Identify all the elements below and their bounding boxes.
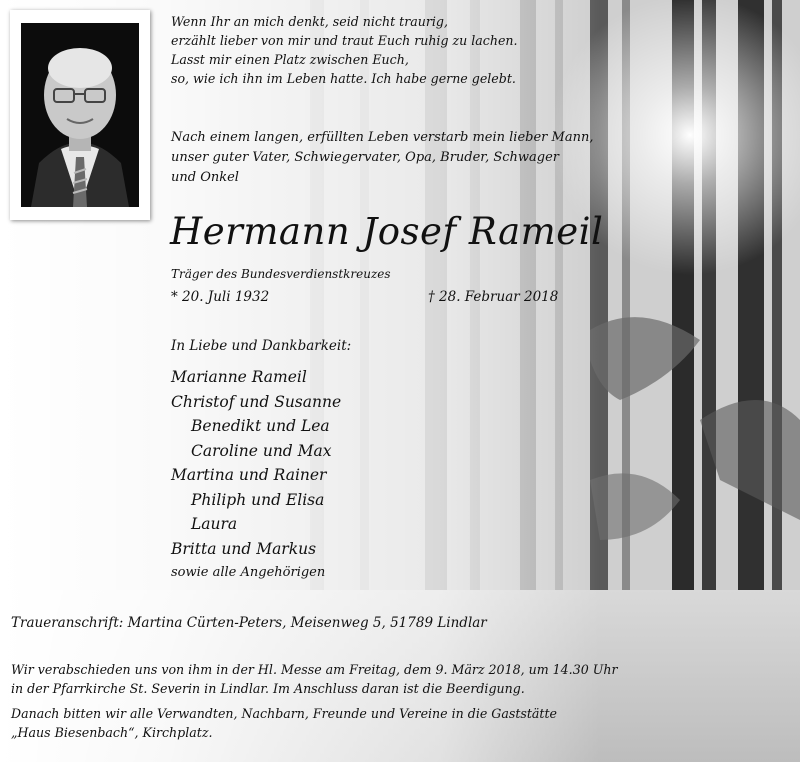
intro-line: unser guter Vater, Schwiegervater, Opa, Bruder, Schwager [171, 150, 560, 165]
mourner-name: Martina und Rainer [171, 466, 327, 484]
portrait-frame [10, 10, 150, 220]
mourner-name: Christof und Susanne [171, 392, 342, 411]
death-date: † 28. Februar 2018 [428, 289, 559, 305]
intro-text [171, 128, 593, 188]
service-details [11, 661, 617, 742]
mourner-name: Marianne Rameil [171, 368, 307, 386]
mourner-name: Britta und Markus [171, 539, 317, 558]
intro-line: und Onkel [171, 170, 239, 185]
mourning-address: Traueranschrift: Martina Cürten-Peters, Meisenweg 5, 51789 Lindlar [11, 615, 487, 631]
poem-line: so, wie ich ihn im Leben hatte. Ich habe gerne gelebt. [171, 71, 516, 86]
intro-line: Nach einem langen, erfüllten Leben verstarb mein lieber Mann, [171, 130, 594, 145]
mourner-name: Benedikt und Lea [191, 417, 330, 435]
mourner-name: Philiph und Elisa [191, 490, 325, 509]
deceased-name: Hermann Josef Rameil [170, 210, 604, 253]
mourners-list [171, 365, 341, 586]
service-line: „Haus Biesenbach“, Kirchplatz. [11, 724, 213, 740]
mourner-name: Caroline und Max [191, 441, 332, 460]
birth-date: * 20. Juli 1932 [171, 289, 270, 305]
poem-line: Wenn Ihr an mich denkt, seid nicht traurig, [171, 14, 448, 29]
service-line: Danach bitten wir alle Verwandten, Nachbarn, Freunde und Vereine in die Gaststätte [11, 706, 558, 721]
portrait-image [21, 23, 139, 207]
portrait-photo [21, 23, 139, 207]
poem-line: Lasst mir einen Platz zwischen Euch, [171, 52, 409, 67]
service-line: Wir verabschieden uns von ihm in der Hl. Messe am Freitag, dem 9. März 2018, um 14.30 Uhr [11, 662, 618, 677]
poem-line: erzählt lieber von mir und traut Euch ruhig zu lachen. [171, 33, 518, 48]
mourner-name: sowie alle Angehörigen [171, 565, 326, 580]
deceased-honor: Träger des Bundesverdienstkreuzes [171, 267, 391, 281]
service-line: in der Pfarrkirche St. Severin in Lindlar. Im Anschluss daran ist die Beerdigung. [11, 680, 525, 696]
poem-verse [171, 12, 518, 88]
mourner-name: Laura [191, 515, 238, 533]
thanks-line: In Liebe und Dankbarkeit: [171, 338, 352, 354]
